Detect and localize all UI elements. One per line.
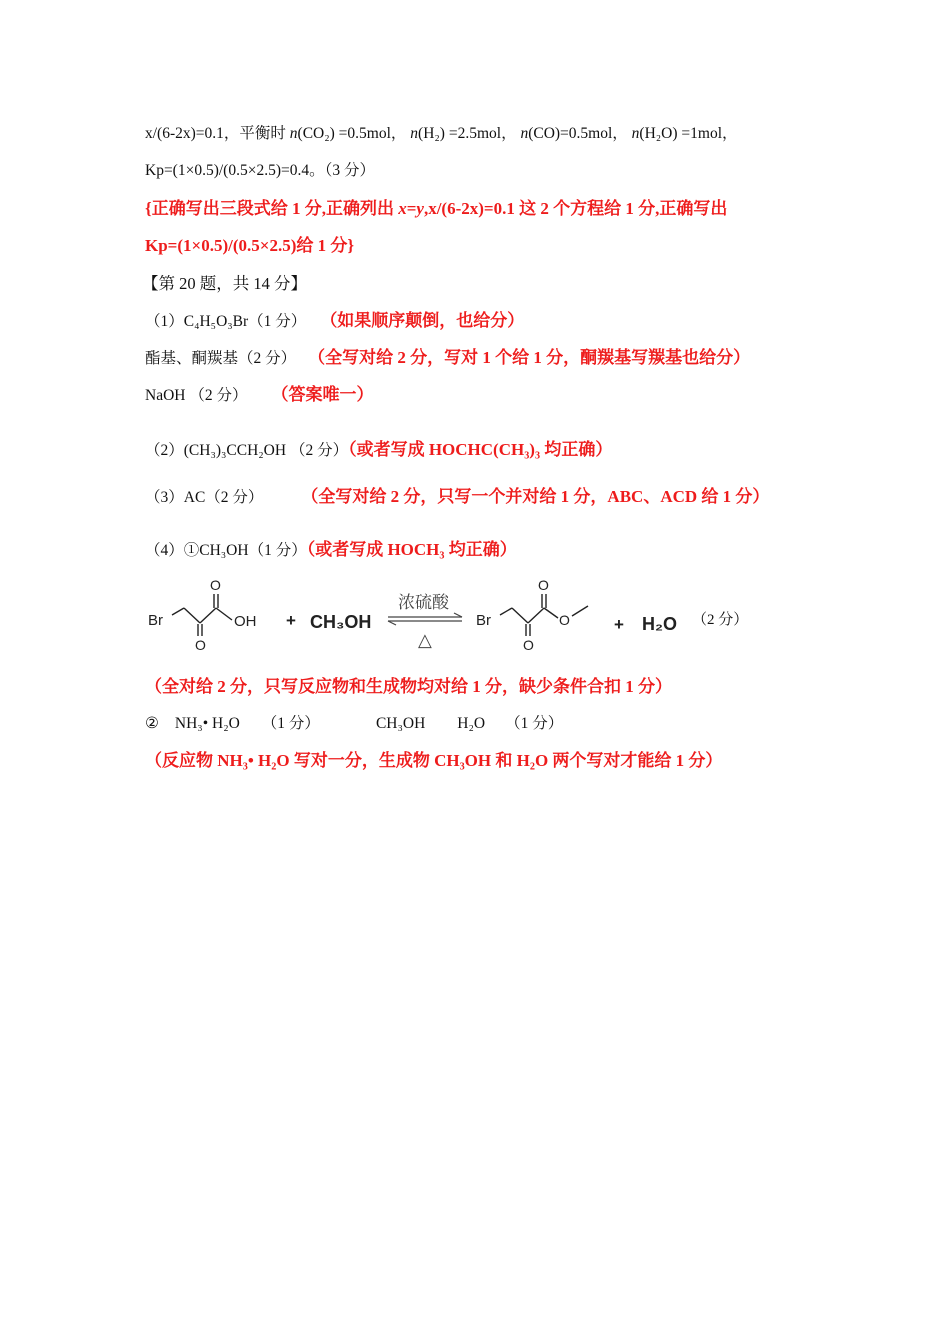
methanol-label: CH₃OH (310, 612, 372, 632)
plus-sign-2: + (614, 615, 624, 634)
bromine-label-2: Br (476, 612, 491, 629)
answer-1a: （1）C₄H₅O₃Br（1 分） （如果顺序颠倒，也给分） (145, 311, 525, 330)
scoring-note-2: Kp=(1×0.5)/(0.5×2.5)给 1 分} (145, 236, 355, 255)
kp-line: Kp=(1×0.5)/(0.5×2.5)=0.4。（3 分） (145, 162, 375, 179)
reaction-condition-top: 浓硫酸 (398, 593, 449, 612)
answer-4b: ② NH₃• H₂O （1 分） CH₃OH H₂O （1 分） (145, 715, 564, 732)
oxygen-label-top-2: O (538, 577, 549, 593)
answer-2: （2）(CH₃)₃CCH₂OH （2 分）（或者写成 HOCHC(CH₃)₃ 均正确） (145, 440, 613, 459)
answer-4a: （4）①CH₃OH（1 分）（或者写成 HOCH₃ 均正确） (145, 540, 517, 559)
methyl-bromopyruvate-structure (500, 594, 588, 636)
answer-1c: NaOH （2 分） （答案唯一） (145, 385, 374, 404)
oxygen-label-top-1: O (210, 577, 221, 593)
ester-oxygen-label: O (559, 612, 570, 628)
scoring-note-final: （反应物 NH₃• H₂O 写对一分，生成物 CH₃OH 和 H₂O 两个写对才能给 1 分） (145, 751, 723, 770)
reaction-condition-bottom: △ (418, 630, 432, 650)
oxygen-label-bottom-2: O (523, 637, 534, 653)
esterification-reaction (140, 568, 820, 658)
bromopyruvic-acid-structure (172, 594, 232, 636)
answer-3: （3）AC（2 分） （全写对给 2 分，只写一个并对给 1 分，ABC、ACD 给 1 分） (145, 487, 770, 506)
hydroxyl-label: OH (234, 613, 257, 630)
plus-sign-1: + (286, 611, 296, 630)
scoring-note-1: {正确写出三段式给 1 分,正确列出 x=y,x/(6-2x)=0.1 这 2 个方程给 1 分,正确写出 (145, 199, 728, 218)
reaction-svg (140, 568, 820, 658)
question-heading: 【第 20 题，共 14 分】 (142, 274, 307, 293)
equilibrium-line: x/(6-2x)=0.1，平衡时 n(CO₂) =0.5mol， n(H₂) =2.5mol， n(CO)=0.5mol， n(H₂O) =1mol， (145, 125, 738, 142)
bromine-label-1: Br (148, 612, 163, 629)
reaction-score: （2 分） (692, 612, 749, 628)
scoring-note-reaction: （全对给 2 分，只写反应物和生成物均对给 1 分，缺少条件合扣 1 分） (145, 677, 672, 696)
water-label: H₂O (642, 614, 677, 634)
equilibrium-arrow (388, 613, 462, 625)
answer-1b: 酯基、酮羰基（2 分） （全写对给 2 分，写对 1 个给 1 分，酮羰基写羰基也给分） (145, 348, 751, 367)
oxygen-label-bottom-1: O (195, 637, 206, 653)
